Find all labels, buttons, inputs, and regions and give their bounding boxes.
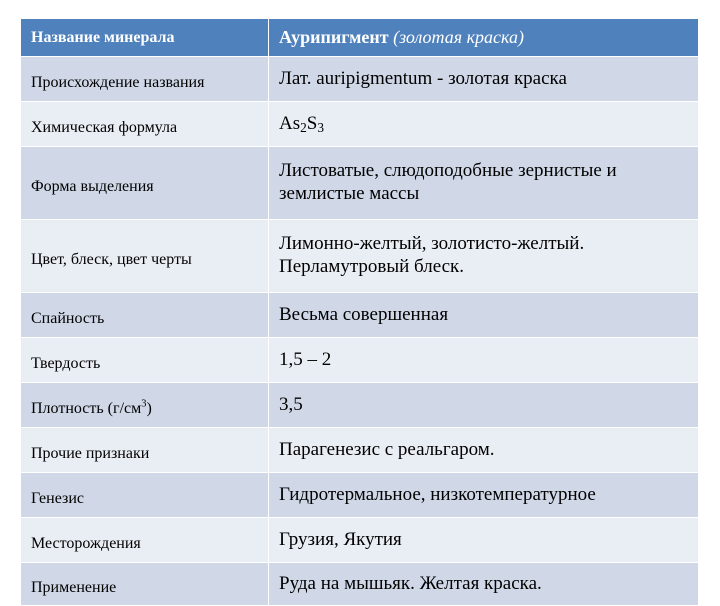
row-value-habit: Листоватые, слюдоподобные зернистые и землистые массы xyxy=(269,147,699,220)
row-value-density: 3,5 xyxy=(269,383,699,428)
table-row xyxy=(21,220,699,293)
row-value-hardness: 1,5 – 2 xyxy=(269,338,699,383)
row-value-deposits: Грузия, Якутия xyxy=(269,518,699,563)
row-key-hardness: Твердость xyxy=(21,338,269,383)
row-key-cleavage: Спайность xyxy=(21,293,269,338)
table-row xyxy=(21,147,699,220)
row-key-deposits: Месторождения xyxy=(21,518,269,563)
header-value-cell xyxy=(269,19,699,57)
row-key-habit: Форма выделения xyxy=(21,147,269,220)
row-value-uses: Руда на мышьяк. Желтая краска. xyxy=(269,563,699,606)
row-value-genesis: Гидротермальное, низкотемпературное xyxy=(269,473,699,518)
row-value-color-luster: Лимонно-желтый, золотисто-желтый. Перламутровый блеск. xyxy=(269,220,699,293)
table-header-row xyxy=(21,19,699,57)
mineral-name-note: (золотая краска) xyxy=(393,26,525,47)
row-value-formula: $As_2S_3$ xyxy=(269,102,699,147)
row-key-density: Плотность $(г/см^3)$ xyxy=(21,383,269,428)
table-row xyxy=(21,57,699,102)
row-value-etymology: Лат. auripigmentum - золотая краска xyxy=(269,57,699,102)
row-key-other-features: Прочие признаки xyxy=(21,428,269,473)
row-key-uses: Применение xyxy=(21,563,269,606)
mineral-properties-table xyxy=(20,18,699,606)
table-row xyxy=(21,102,699,147)
row-value-other-features: Парагенезис с реальгаром. xyxy=(269,428,699,473)
table-row xyxy=(21,338,699,383)
row-key-color-luster: Цвет, блеск, цвет черты xyxy=(21,220,269,293)
table-row xyxy=(21,518,699,563)
table-row xyxy=(21,383,699,428)
table-row xyxy=(21,428,699,473)
mineral-name: Аурипигмент xyxy=(279,26,389,47)
header-key-cell xyxy=(21,19,269,57)
row-key-etymology: Происхождение названия xyxy=(21,57,269,102)
row-key-genesis: Генезис xyxy=(21,473,269,518)
header-key-label: Название минерала xyxy=(31,28,175,46)
table-row xyxy=(21,293,699,338)
table-row xyxy=(21,563,699,606)
row-value-cleavage: Весьма совершенная xyxy=(269,293,699,338)
table-row xyxy=(21,473,699,518)
row-key-formula: Химическая формула xyxy=(21,102,269,147)
